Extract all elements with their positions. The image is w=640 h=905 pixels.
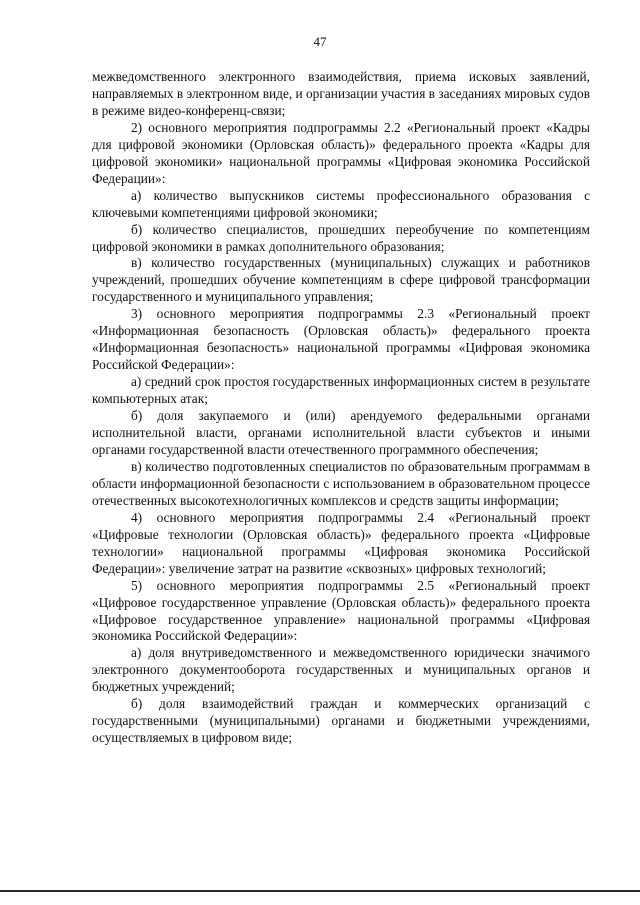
paragraph: а) количество выпускников системы профессионального образования с ключевыми компетенциями цифровой экономики; [92, 187, 590, 220]
paragraph: 2) основного мероприятия подпрограммы 2.2 «Региональный проект «Кадры для цифровой экономики (Орловская область)» федерального проекта «Кадры для цифровой экономики» национальной программы «Цифровая экономика Российской Федерации»: [92, 119, 590, 186]
paragraph: межведомственного электронного взаимодействия, приема исковых заявлений, направляемых в электронном виде, и организации участия в заседаниях мировых судов в режиме видео-конференц-связи; [92, 69, 591, 118]
paragraph: 4) основного мероприятия подпрограммы 2.4 «Региональный проект «Цифровые технологии (Орловская область)» федерального проекта «Цифровые технологии» национальной программы «Цифровая экономика Российской Федерации»: увеличение затрат на развитие «сквозных» цифровых технологий; [92, 509, 590, 576]
paragraph: 5) основного мероприятия подпрограммы 2.5 «Региональный проект «Цифровое государственное управление (Орловская область)» федерального проекта «Цифровое государственное управление» национальной программы «Цифровая экономика Российской Федерации»: [92, 577, 590, 644]
paragraph: а) доля внутриведомственного и межведомственного юридически значимого электронного документооборота государственных и муниципальных органов и бюджетных учреждений; [92, 645, 590, 695]
paragraph: в) количество государственных (муниципальных) служащих и работников учреждений, прошедших обучение компетенциям в сфере цифровой трансформации государственного и муниципального управления; [92, 255, 590, 305]
paragraph: в) количество подготовленных специалистов по образовательным программам в области информационной безопасности с использованием в образовательном процессе отечественных высокотехнологичных комплексов и средств защиты информации; [92, 458, 590, 508]
bottom-divider [0, 890, 640, 892]
page-number: 47 [313, 34, 327, 49]
paragraph: б) доля закупаемого и (или) арендуемого федеральными органами исполнительной власти, органами исполнительной власти субъектов и иными органами государственной власти отечественного программного обеспечения; [92, 408, 590, 457]
paragraph: б) доля взаимодействий граждан и коммерческих организаций с государственными (муниципальными) органами и бюджетными учреждениями, осуществляемых в цифровом виде; [92, 696, 590, 746]
paragraph: 3) основного мероприятия подпрограммы 2.3 «Региональный проект «Информационная безопасность (Орловская область)» федерального проекта «Информационная безопасность» национальной программы «Цифровая экономика Российской Федерации»: [92, 306, 590, 373]
document-body [92, 69, 590, 747]
paragraph: а) средний срок простоя государственных информационных систем в результате компьютерных атак; [92, 374, 590, 407]
paragraph: б) количество специалистов, прошедших переобучение по компетенциям цифровой экономики в рамках дополнительного образования; [92, 221, 590, 254]
